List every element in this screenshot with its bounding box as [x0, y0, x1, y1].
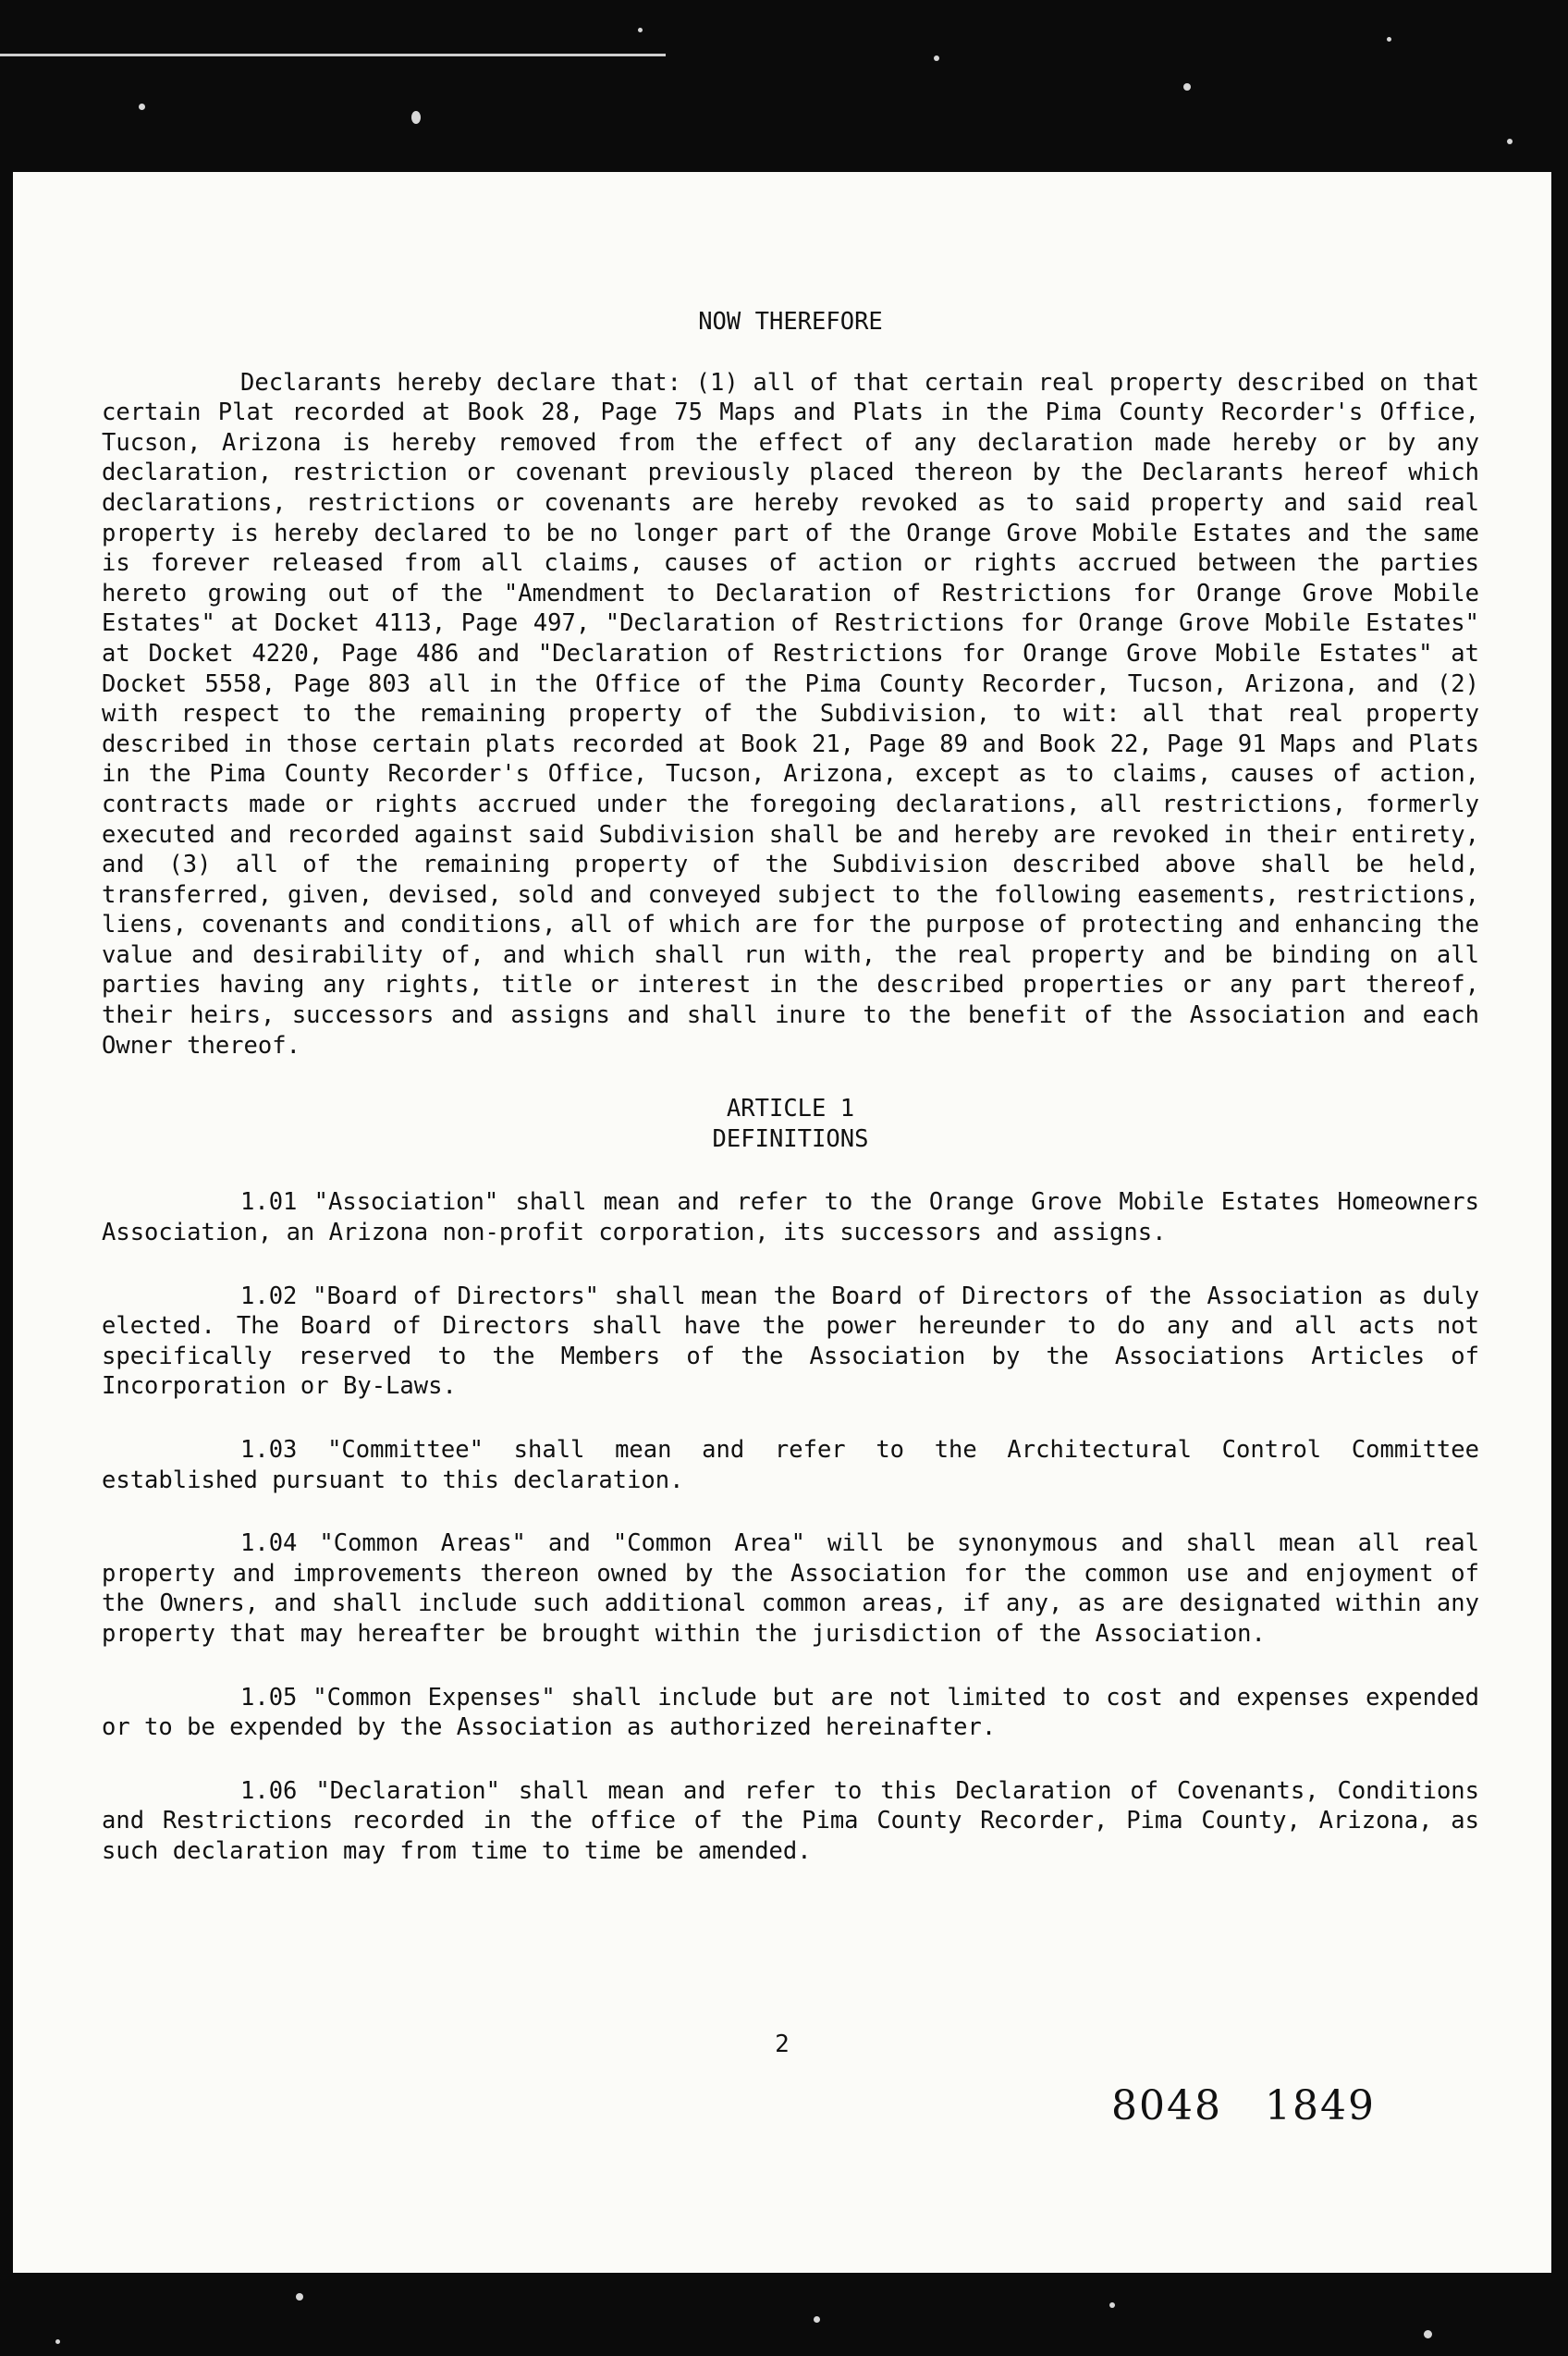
scan-speck — [139, 104, 145, 110]
document-page — [13, 172, 1551, 2273]
definition-1-04: 1.04 "Common Areas" and "Common Area" will be synonymous and shall mean all real property and improvements thereon owned by the Association for the common use and enjoyment of the Owners, and shall include such additional common areas, if any, as are designated within any property that may hereafter be brought within the jurisdiction of the Association. — [102, 1529, 1479, 1648]
page-number: 2 — [775, 2031, 790, 2058]
recording-stamp — [1111, 2082, 1376, 2129]
definition-1-01: 1.01 "Association" shall mean and refer to the Orange Grove Mobile Estates Homeowners Association, an Arizona non-profit corporation, its successors and assigns. — [102, 1188, 1479, 1247]
recording-page: 1849 — [1264, 2082, 1376, 2129]
scan-speck — [411, 111, 421, 124]
article-title: ARTICLE 1 — [726, 1095, 855, 1123]
intro-paragraph: Declarants hereby declare that: (1) all of that certain real property described on that certain Plat recorded at Book 28, Page 75 Maps and Plats in the Pima County Recorder's Office, Tucson, Arizona is hereby removed from the effect of any declaration made hereby or by any declaration, restriction or covenant previously placed thereon by the Declarants hereof which declarations, restrictions or covenants are hereby revoked as to said property and said real property is hereby declared to be no longer part of the Orange Grove Mobile Estates and the same is forever released from all claims, causes of action or rights accrued between the parties hereto growing out of the "Amendment to Declaration of Restrictions for Orange Grove Mobile Estates" at Docket 4113, Page 497, "Declaration of Restrictions for Orange Grove Mobile Estates" at Docket 4220, Page 486 and "Declaration of Restrictions for Orange Grove Mobile Estates" at Docket 5558, Page 803 all in the Office of the Pima County Recorder, Tucson, Arizona, and (2) with respect to the remaining property of the Subdivision, to wit: all that real property described in those certain plats recorded at Book 21, Page 89 and Book 22, Page 91 Maps and Plats in the Pima County Recorder's Office, Tucson, Arizona, except as to claims, causes of action, contracts made or rights accrued under the foregoing declarations, all restrictions, formerly executed and recorded against said Subdivision shall be and hereby are revoked in their entirety, and (3) all of the remaining property of the Subdivision described above shall be held, transferred, given, devised, sold and conveyed subject to the following easements, restrictions, liens, covenants and conditions, all of which are for the purpose of protecting and enhancing the value and desirability of, and which shall run with, the real property and be binding on all parties having any rights, title or interest in the described properties or any part thereof, their heirs, successors and assigns and shall inure to the benefit of the Association and each Owner thereof. — [102, 368, 1479, 1060]
scan-speck — [934, 55, 939, 61]
scan-speck — [1183, 83, 1191, 91]
scan-speck — [296, 2293, 303, 2301]
scan-speck — [55, 2339, 60, 2344]
definition-1-06: 1.06 "Declaration" shall mean and refer to this Declaration of Covenants, Conditions and Restrictions recorded in the office of the Pima County Recorder, Pima County, Arizona, as such declaration may from time to time be amended. — [102, 1776, 1479, 1865]
scan-speck — [638, 28, 643, 32]
scan-speck — [1109, 2302, 1115, 2308]
definition-1-02: 1.02 "Board of Directors" shall mean the Board of Directors of the Association as duly elected. The Board of Directors shall have the power hereunder to do any and all acts not specifically reserved to the Members of the Association by the Associations Articles of Incorporation or By-Laws. — [102, 1282, 1479, 1401]
definition-1-03: 1.03 "Committee" shall mean and refer to the Architectural Control Committee established pursuant to this declaration. — [102, 1436, 1479, 1494]
scan-edge-line — [0, 54, 666, 56]
scan-speck — [1424, 2330, 1432, 2338]
scan-speck — [1507, 139, 1513, 144]
section-heading: NOW THEREFORE — [698, 308, 883, 336]
recording-docket: 8048 — [1111, 2082, 1222, 2129]
article-subtitle: DEFINITIONS — [712, 1124, 869, 1153]
definition-1-05: 1.05 "Common Expenses" shall include but are not limited to cost and expenses expended or to be expended by the Association as authorized hereinafter. — [102, 1683, 1479, 1742]
scan-speck — [814, 2316, 820, 2323]
document-body — [102, 307, 1479, 1867]
scan-speck — [1387, 37, 1391, 42]
